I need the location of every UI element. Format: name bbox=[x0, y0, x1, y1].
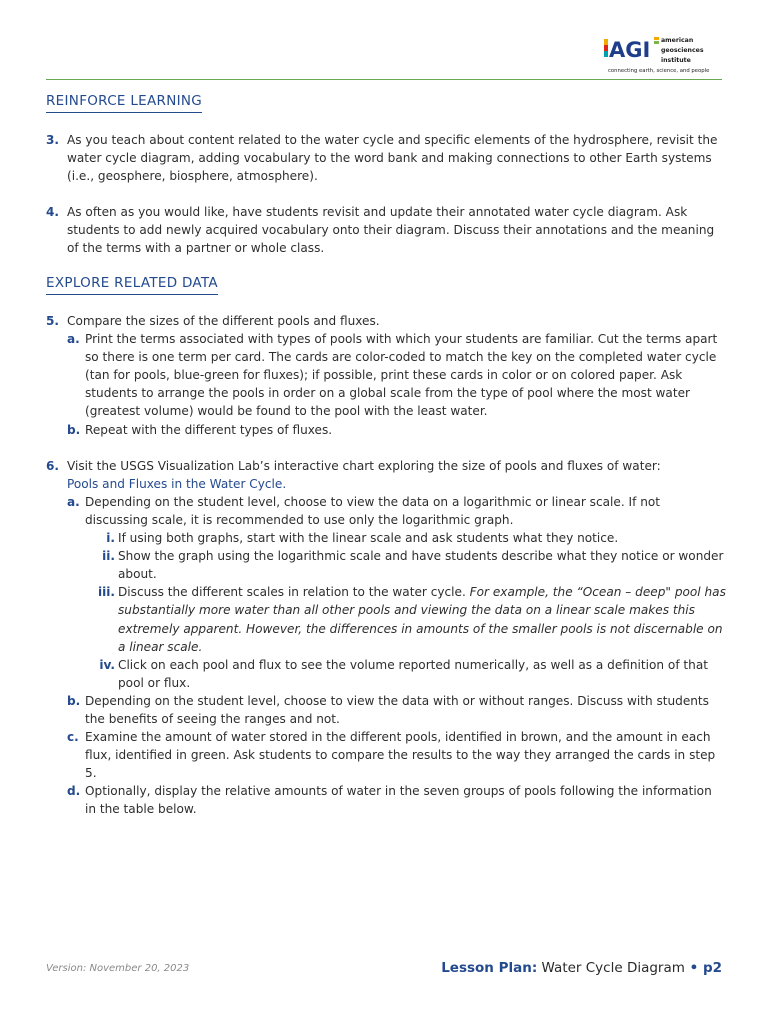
logo-word: institute bbox=[661, 57, 691, 64]
footer-bullet: • bbox=[684, 960, 703, 976]
roman-text: Show the graph using the logarithmic scale and have students describe what they notice or wonder about. bbox=[118, 549, 724, 582]
list-item-6 bbox=[46, 457, 726, 819]
subitem-text: Examine the amount of water stored in the different pools, identified in brown, and the amount in each flux, identified in green. Ask students to compare the results to the way they arranged the cards in step 5. bbox=[85, 730, 716, 781]
subitem-5a bbox=[67, 330, 726, 420]
subitem-6d bbox=[67, 782, 726, 818]
subitem-6a-ii bbox=[101, 547, 726, 583]
agi-logo-mark bbox=[604, 35, 660, 65]
roman-text: Click on each pool and flux to see the volume reported numerically, as well as a definition of that pool or flux. bbox=[118, 657, 708, 690]
roman-text: If using both graphs, start with the linear scale and ask students what they notice. bbox=[118, 531, 619, 546]
subitem-6a-iv bbox=[101, 656, 726, 692]
header-rule bbox=[46, 79, 722, 80]
item-number: 3. bbox=[46, 133, 60, 147]
subitem-label: d. bbox=[67, 784, 81, 799]
roman-label: i. bbox=[106, 531, 115, 546]
subitem-text: Depending on the student level, choose to view the data on a logarithmic or linear scale. If not discussing scale, it is recommended to use only the logarithmic graph. bbox=[85, 494, 661, 527]
subitem-label: b. bbox=[67, 693, 81, 708]
page-number: p2 bbox=[702, 960, 722, 976]
logo-word: geosciences bbox=[661, 47, 704, 54]
logo-word: american bbox=[661, 37, 694, 44]
footer-label: Lesson Plan: bbox=[441, 960, 538, 976]
version-text: Version: November 20, 2023 bbox=[46, 963, 190, 974]
roman-text-italic: For example, the “Ocean – deep" pool has substantially more water than all other pools and viewing the data on a linear scale makes this extremely apparent. However, the differences in amounts of the smaller pools is not discernable on a linear scale. bbox=[118, 585, 726, 654]
item-text: Visit the USGS Visualization Lab’s interactive chart exploring the size of pools and fluxes of water: bbox=[67, 458, 661, 473]
reinforce-list bbox=[46, 131, 726, 258]
list-item-3 bbox=[46, 131, 726, 185]
subitem-6a-i bbox=[101, 529, 726, 547]
subitem-text: Optionally, display the relative amounts of water in the seven groups of pools following the information in the table below. bbox=[85, 784, 712, 817]
subitem-6c bbox=[67, 728, 726, 782]
pools-fluxes-link[interactable]: Pools and Fluxes in the Water Cycle. bbox=[67, 476, 287, 491]
subitem-label: a. bbox=[67, 332, 80, 347]
item-text: Compare the sizes of the different pools and fluxes. bbox=[67, 314, 380, 328]
item-number: 6. bbox=[46, 458, 60, 473]
logo-words bbox=[661, 36, 704, 66]
list-item-4 bbox=[46, 203, 726, 257]
subitem-6b bbox=[67, 692, 726, 728]
footer-doc-title: Water Cycle Diagram bbox=[537, 960, 685, 976]
subitem-text: Depending on the student level, choose to view the data with or without ranges. Discuss with students the benefits of seeing the ranges and not. bbox=[85, 693, 709, 726]
agi-logo[interactable] bbox=[604, 34, 722, 80]
item-number: 5. bbox=[46, 314, 60, 328]
section-heading-reinforce: REINFORCE LEARNING bbox=[46, 93, 202, 113]
subitem-label: a. bbox=[67, 494, 80, 509]
logo-tagline: connecting earth, science, and people bbox=[608, 68, 710, 74]
subitem-text: Print the terms associated with types of pools with which your students are familiar. Cut the terms apart so there is one term per card. The cards are color-coded to match the key on the completed water cycle (tan for pools, blue-green for fluxes); if possible, print these cards in color or on colored paper. Ask students to arrange the pools in order on a global scale from the type of pool where the most water (greatest volume) would be found to the pool with the least water. bbox=[85, 332, 718, 419]
subitem-6a-iii bbox=[97, 583, 726, 655]
subitem-5b bbox=[67, 421, 726, 439]
section-heading-explore: EXPLORE RELATED DATA bbox=[46, 275, 218, 295]
roman-list bbox=[85, 529, 726, 692]
subitem-6a bbox=[67, 493, 726, 692]
logo-acronym: AGI bbox=[609, 38, 651, 62]
item-text: As often as you would like, have students revisit and update their annotated water cycle diagram. Ask students to add newly acquired vocabulary onto their diagram. Discuss their annotations and the meaning of the terms with a partner or whole class. bbox=[67, 205, 715, 256]
item-text: As you teach about content related to the water cycle and specific elements of the hydrosphere, revisit the water cycle diagram, adding vocabulary to the word bank and making connections to other Earth systems (i.e., geosphere, biosphere, atmosphere). bbox=[67, 133, 718, 184]
footer-title bbox=[441, 960, 722, 976]
list-item-5 bbox=[46, 312, 726, 439]
subitem-label: c. bbox=[67, 730, 79, 745]
roman-label: ii. bbox=[102, 549, 115, 564]
explore-list bbox=[46, 312, 726, 819]
subitem-text: Repeat with the different types of fluxes. bbox=[85, 422, 333, 437]
roman-text: Discuss the different scales in relation to the water cycle. bbox=[118, 585, 470, 600]
subitem-label: b. bbox=[67, 422, 81, 437]
page-header bbox=[46, 28, 722, 82]
item-number: 4. bbox=[46, 205, 60, 220]
roman-label: iv. bbox=[99, 657, 115, 672]
roman-label: iii. bbox=[97, 585, 115, 600]
